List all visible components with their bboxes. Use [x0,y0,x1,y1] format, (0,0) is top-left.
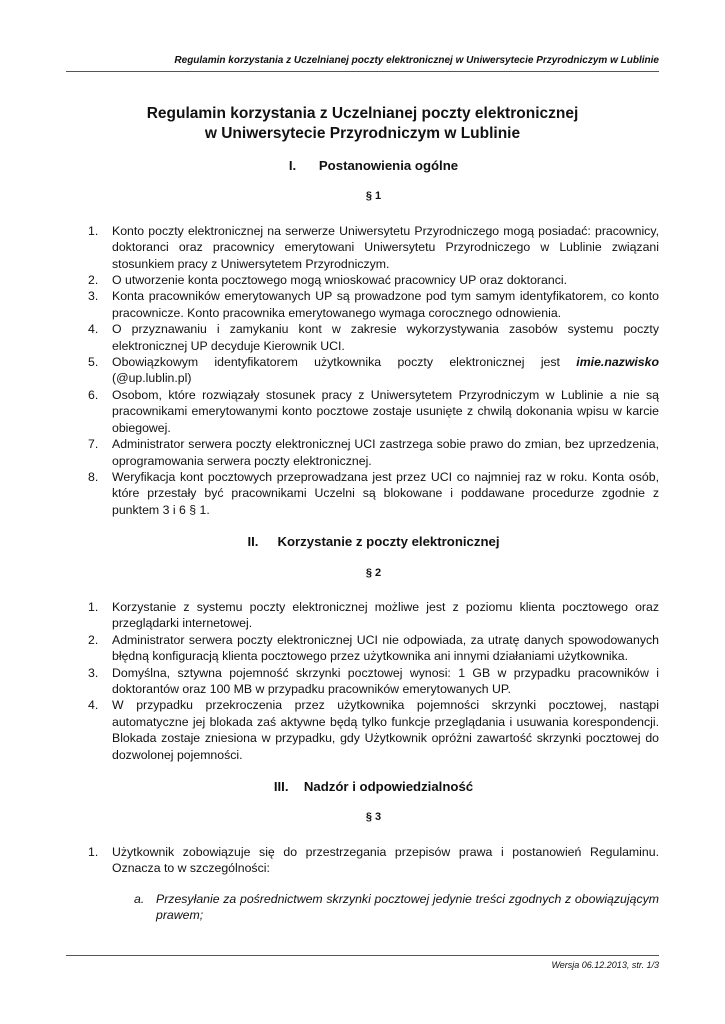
sub-item-letter: a. [134,891,145,906]
item-text: O przyznawaniu i zamykaniu kont w zakresie wykorzystywania zasobów systemu poczty elektronicznej UP decyduje Kierownik UCI. [112,322,659,353]
list-item [88,436,659,469]
section-2-list [88,599,659,763]
section-title: Nadzór i odpowiedzialność [303,779,474,794]
item-text: Weryfikacja kont pocztowych przeprowadzana jest przez UCI co najmniej raz w roku. Konta osób, które przestały być pracownikami Uczelni są blokowane i poddawane procedurze zgodnie z punktem 3 i 6 § 1. [112,469,659,517]
item-text: W przypadku przekroczenia przez użytkownika pojemności skrzynki pocztowej, nastąpi automatyczne jej blokada zaś aktywne będą tylko funkcje przeglądania i usuwania korespondencji. Blokada zostaje zniesiona w przypadku, gdy Użytkownik opróżni zawartość skrzynki pocztowej do dozwolonej pojemności. [112,698,659,762]
section-numeral: II. [247,534,259,550]
item-number: 4. [88,698,99,713]
paragraph-mark: § 3 [365,811,382,824]
list-item [88,387,659,436]
item-number: 2. [88,632,99,647]
section-3-list [88,844,659,877]
item-text: Domyślna, sztywna pojemność skrzynki pocztowej wynosi: 1 GB w przypadku pracowników i doktorantów oraz 100 MB w przypadku pracowników emerytowanych UP. [112,665,659,696]
list-item [88,665,659,698]
item-number: 8. [88,469,99,484]
item-number: 3. [88,665,99,680]
running-header: Regulamin korzystania z Uczelnianej poczty elektronicznej w Uniwersytecie Przyrodniczym w Lublinie [66,55,659,72]
item-text-suffix: (@up.lublin.pl) [112,371,192,386]
list-item [88,354,659,387]
section-heading-2 [88,534,659,550]
section-numeral: I. [288,158,297,173]
paragraph-mark: § 1 [365,190,382,203]
item-text: Obowiązkowym identyfikatorem użytkownika poczty elektronicznej jest [112,355,577,370]
item-text: Administrator serwera poczty elektronicznej UCI zastrzega sobie prawo do zmian, bez uprzedzenia, oprogramowania serwera poczty elektronicznej. [112,437,659,468]
list-item [88,288,659,321]
item-number: 5. [88,355,99,370]
item-text: Konto poczty elektronicznej na serwerze Uniwersytetu Przyrodniczego mogą posiadać: pracownicy, doktoranci oraz pracownicy emerytowani Uniwersytetu Przyrodniczego w Lublinie związani stosunkiem pracy z Uniwersytetem Przyrodniczym. [112,223,659,271]
item-number: 3. [88,289,99,304]
paragraph-mark: § 2 [365,566,382,579]
section-numeral: III. [273,779,289,794]
list-item [88,321,659,354]
list-item [88,632,659,665]
item-number: 4. [88,322,99,337]
section-heading-1 [88,158,659,174]
section-title: Korzystanie z poczty elektronicznej [277,534,500,550]
item-text: Osobom, które rozwiązały stosunek pracy z Uniwersytetem Przyrodniczym w Lublinie a nie są pracownikami emerytowanymi konto pocztowe zostaje usunięte z chwilą dokonania wpisu w karcie obiegowej. [112,387,659,435]
list-item [88,223,659,272]
item-text: Użytkownik zobowiązuje się do przestrzegania przepisów prawa i postanowień Regulaminu. Oznacza to w szczególności: [112,844,659,876]
item-number: 1. [88,844,99,859]
item-text: Administrator serwera poczty elektronicznej UCI nie odpowiada, za utratę danych spowodowanych błędną konfiguracją klienta pocztowego przez użytkownika ani innymi działaniami użytkownika. [112,632,659,664]
document-title [66,104,659,144]
title-line-2: w Uniwersytecie Przyrodniczym w Lublinie [204,125,521,142]
sub-item-text: Przesyłanie za pośrednictwem skrzynki pocztowej jedynie treści zgodnych z obowiązującym prawem; [156,891,659,923]
section-heading-3 [88,779,659,795]
list-item [88,469,659,518]
item-number: 6. [88,387,99,402]
item-number: 1. [88,599,99,614]
identifier-format: imie.nazwisko [576,355,659,370]
item-number: 7. [88,437,99,452]
item-number: 1. [88,223,99,238]
list-item [88,844,659,877]
sub-item [134,891,659,924]
item-text: Korzystanie z systemu poczty elektronicznej możliwe jest z poziomu klienta pocztowego oraz przeglądarki internetowej. [112,599,659,631]
list-item [88,599,659,632]
title-line-1: Regulamin korzystania z Uczelnianej poczty elektronicznej [146,105,579,122]
section-1-list [88,223,659,518]
section-title: Postanowienia ogólne [318,158,459,173]
item-text: Konta pracowników emerytowanych UP są prowadzone pod tym samym identyfikatorem, co konto pracownicze. Konto pracownika emerytowanego wymaga corocznego odnowienia. [112,289,659,320]
list-item [88,697,659,763]
item-number: 2. [88,273,99,288]
item-text: O utworzenie konta pocztowego mogą wnioskować pracownicy UP oraz doktoranci. [112,273,567,288]
document-body [88,104,659,923]
list-item [88,272,659,288]
running-footer: Wersja 06.12.2013, str. 1/3 [66,955,659,970]
